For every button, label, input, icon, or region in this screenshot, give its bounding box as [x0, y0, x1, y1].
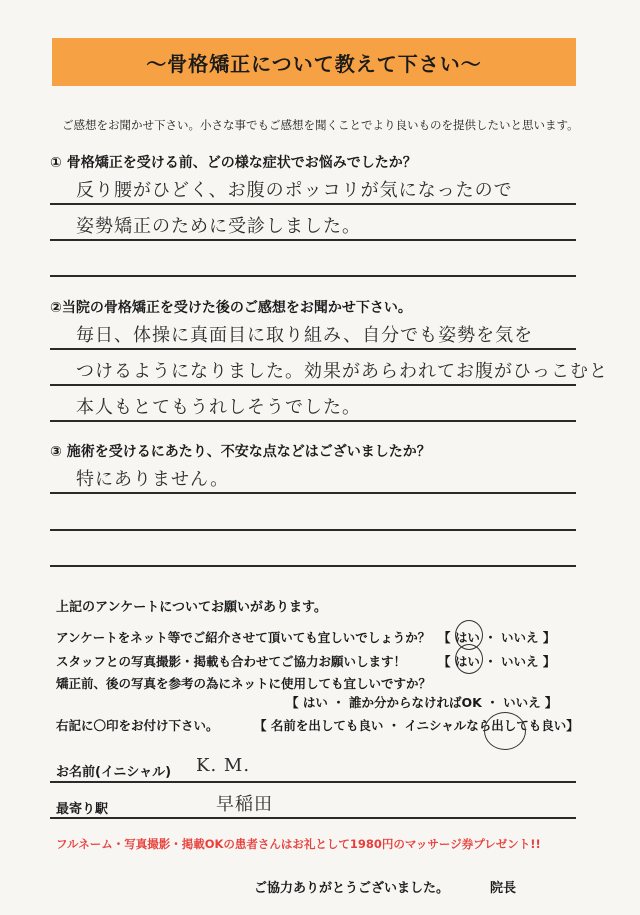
survey-item-1-options[interactable]: 【 はい ・ いいえ 】 — [438, 630, 556, 645]
answer-line — [50, 420, 576, 422]
survey-item-3-label: 矯正前、後の写真を参考の為にネットに使用しても宜しいですか？ — [56, 676, 432, 691]
answer-1-line-2: 姿勢矯正のために受診しました。 — [76, 216, 361, 237]
selection-circle-mark — [484, 712, 526, 750]
station-label: 最寄り駅 — [56, 802, 109, 817]
answer-2-line-1: 毎日、体操に真面目に取り組み、自分でも姿勢を気を — [76, 325, 534, 346]
thanks-text: ご協力ありがとうございました。 — [254, 881, 450, 896]
question-1-label: ① 骨格矯正を受ける前、どの様な症状でお悩みでしたか？ — [50, 155, 417, 171]
promo-text: フルネーム・写真撮影・掲載OKの患者さんはお礼として1980円のマッサージ券プレゼント!! — [56, 837, 541, 851]
survey-item-2-label: スタッフとの写真撮影・掲載も合わせてご協力お願いします！ — [56, 654, 407, 669]
signature-text: 院長 — [490, 881, 517, 896]
survey-item-3-options[interactable]: 【 はい ・ 誰か分からなければOK ・ いいえ 】 — [286, 695, 558, 710]
selection-circle-mark — [455, 644, 483, 674]
survey-item-1-label: アンケートをネット等でご紹介させて頂いても宜しいでしょうか？ — [56, 630, 431, 645]
answer-line — [50, 239, 576, 241]
answer-line — [50, 565, 576, 567]
answer-line — [50, 348, 576, 350]
answer-1-line-1: 反り腰がひどく、お腹のポッコリが気になったので — [76, 180, 513, 201]
station-value: 早稲田 — [216, 794, 273, 815]
answer-line — [50, 275, 576, 277]
answer-2-line-3: 本人もとてもうれしそうでした。 — [76, 397, 361, 418]
name-value: K. M. — [196, 755, 251, 776]
survey-item-2-options[interactable]: 【 はい ・ いいえ 】 — [438, 654, 556, 669]
question-2-label: ②当院の骨格矯正を受けた後のご感想をお聞かせ下さい。 — [50, 300, 412, 316]
name-label: お名前(イニシャル) — [56, 765, 172, 780]
station-line — [50, 817, 576, 819]
survey-heading: 上記のアンケートについてお願いがあります。 — [56, 600, 327, 615]
answer-2-line-2: つけるようになりました。効果があらわれてお腹がひっこむと — [76, 361, 608, 382]
survey-item-4-label: 右記に〇印をお付け下さい。 — [56, 718, 219, 733]
question-3-label: ③ 施術を受けるにあたり、不安な点などはございましたか？ — [50, 444, 431, 460]
answer-line — [50, 492, 576, 494]
answer-line — [50, 384, 576, 386]
answer-line — [50, 203, 576, 205]
answer-3-line-1: 特にありません。 — [76, 469, 230, 490]
intro-text: ご感想をお聞かせ下さい。小さな事でもご感想を聞くことでより良いものを提供したいと思います。 — [62, 118, 579, 132]
answer-line — [50, 529, 576, 531]
survey-item-4-options[interactable]: 【 名前を出しても良い ・ イニシャルなら出しても良い】 — [254, 718, 579, 733]
name-line — [50, 781, 576, 783]
page-title: 〜骨格矯正について教えて下さい〜 — [52, 38, 576, 86]
